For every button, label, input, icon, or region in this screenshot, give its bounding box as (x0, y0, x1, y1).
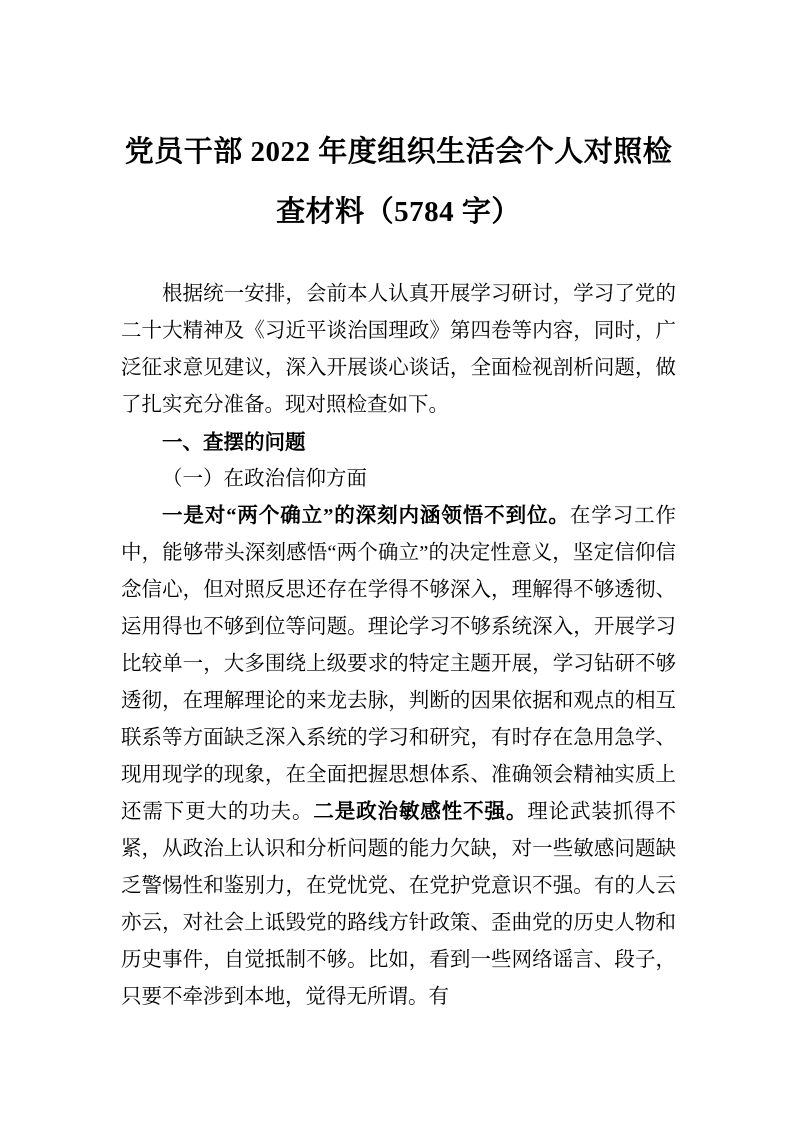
subsection-1-heading: （一）在政治信仰方面 (162, 468, 367, 490)
intro-paragraph: 根据统一安排，会前本人认真开展学习研讨，学习了党的二十大精神及《习近平谈治国理政》第四卷等内容，同时，广泛征求意见建议，深入开展谈心谈话，全面检视剖析问题，做了扎实充分准备。现对照检查如下。 (121, 283, 676, 416)
body-paragraph (121, 498, 676, 1016)
point-2-lead: 二是政治敏感性不强。 (313, 801, 528, 823)
point-2-text: 理论武装抓得不紧，从政治上认识和分析问题的能力欠缺，对一些敏感问题缺乏警惕性和鉴别力，在党忧党、在党护党意识不强。有的人云亦云，对社会上诋毁党的路线方针政策、歪曲党的历史人物和历史事件，自觉抵制不够。比如，看到一些网络谣言、段子，只要不牵涉到本地，觉得无所谓。有 (121, 801, 677, 1008)
document-title: 党员干部 2022 年度组织生活会个人对照检查材料（5784 字） (124, 136, 673, 228)
point-1-lead: 一是对“两个确立”的深刻内涵领悟不到位。 (162, 505, 570, 527)
section-1-heading: 一、查摆的问题 (162, 431, 306, 454)
point-1-text: 在学习工作中，能够带头深刻感悟“两个确立”的决定性意义，坚定信仰信念信心，但对照反思还存在学得不够深入，理解得不够透彻、运用得也不够到位等问题。理论学习不够系统深入，开展学习比较单一，大多围绕上级要求的特定主题开展，学习钻研不够透彻，在理解理论的来龙去脉，判断的因果依据和观点的相互联系等方面缺乏深入系统的学习和研究，有时存在急用急学、现用现学的现象，在全面把握思想体系、准确领会精袖实质上还需下更大的功夫。 (121, 505, 677, 823)
